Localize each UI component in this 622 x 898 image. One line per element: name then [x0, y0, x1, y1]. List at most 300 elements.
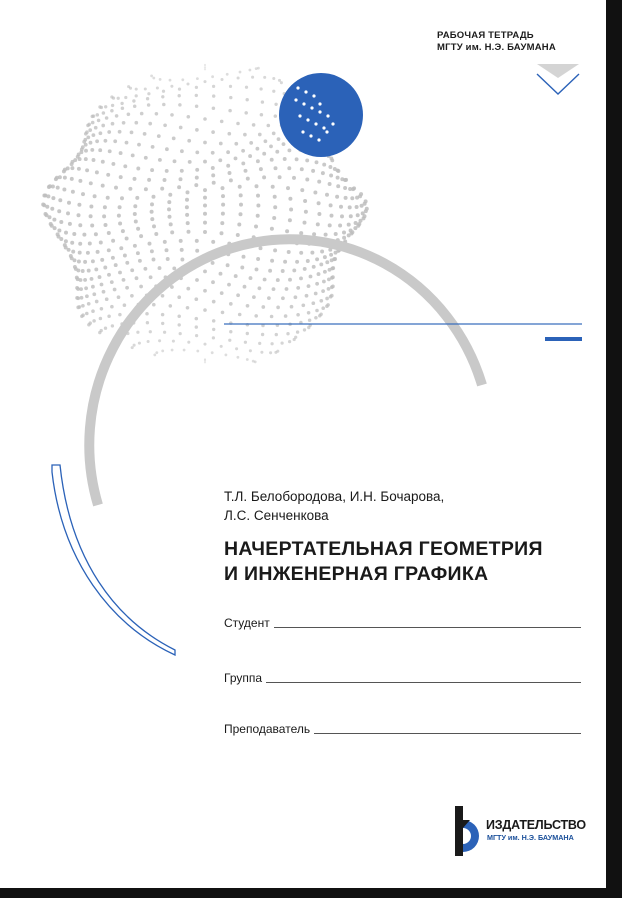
globe-dot — [310, 251, 314, 255]
globe-dot — [307, 284, 311, 288]
student-line[interactable] — [274, 626, 581, 628]
globe-dot — [95, 300, 99, 304]
globe-dot — [203, 269, 207, 273]
globe-dot — [194, 297, 198, 301]
globe-dot — [212, 181, 216, 185]
globe-dot — [229, 85, 232, 88]
globe-dot — [349, 214, 353, 218]
globe-dot — [186, 221, 190, 225]
globe-dot — [237, 223, 241, 227]
globe-dot — [272, 216, 276, 220]
globe-dot — [268, 269, 272, 273]
globe-dot — [234, 274, 238, 278]
globe-dot — [294, 336, 297, 339]
globe-dot — [246, 98, 249, 101]
globe-dot — [66, 211, 70, 215]
globe-dot — [129, 87, 132, 90]
globe-dot — [92, 319, 96, 323]
globe-dot — [167, 200, 171, 204]
globe-dot — [315, 257, 319, 261]
globe-dot — [140, 112, 144, 116]
globe-dot — [111, 104, 114, 107]
globe-dot — [127, 113, 131, 117]
globe-dot — [101, 160, 105, 164]
globe-dot — [133, 244, 137, 248]
globe-dot — [221, 311, 225, 315]
globe-dot — [177, 185, 181, 189]
globe-dot — [281, 269, 285, 273]
globe-dot — [99, 317, 103, 321]
globe-dot — [135, 276, 139, 280]
page-edge-bottom — [0, 888, 622, 898]
globe-dot — [78, 157, 82, 161]
globe-dot — [117, 214, 121, 218]
globe-dot — [100, 106, 103, 109]
globe-dot — [295, 157, 299, 161]
globe-dot — [309, 275, 313, 279]
globe-dot — [315, 282, 319, 286]
teacher-field[interactable] — [224, 720, 581, 736]
title-line-2: И ИНЖЕНЕРНАЯ ГРАФИКА — [224, 563, 489, 585]
globe-dot — [108, 149, 112, 153]
globe-dot — [239, 212, 243, 216]
globe-dot — [336, 176, 340, 180]
globe-dot — [248, 69, 251, 72]
globe-dot — [323, 270, 327, 274]
globe-dot — [276, 350, 279, 353]
globe-dot — [107, 315, 111, 319]
globe-dot — [350, 196, 354, 200]
globe-dot — [133, 105, 137, 109]
globe-dot — [242, 255, 246, 259]
globe-dot — [303, 267, 307, 271]
globe-dot — [355, 205, 359, 209]
circle-dot — [312, 94, 315, 97]
globe-dot — [311, 169, 315, 173]
student-field[interactable] — [224, 614, 581, 630]
globe-dot — [300, 167, 304, 171]
globe-dot — [84, 149, 88, 153]
globe-dot — [118, 130, 122, 134]
authors-line-1: Т.Л. Белобородова, И.Н. Бочарова, — [224, 489, 445, 504]
globe-dot — [238, 313, 242, 317]
globe-dot — [136, 251, 140, 255]
globe-dot — [144, 156, 148, 160]
globe-dot — [336, 184, 340, 188]
globe-dot — [188, 160, 192, 164]
globe-dot — [100, 283, 104, 287]
globe-dot — [103, 205, 107, 209]
globe-dot — [73, 258, 77, 262]
globe-dot — [261, 333, 264, 336]
circle-dot — [294, 98, 297, 101]
globe-dot — [204, 361, 206, 363]
circle-dot — [302, 102, 305, 105]
globe-dot — [315, 160, 319, 164]
globe-dot — [285, 229, 289, 233]
globe-dot — [148, 122, 152, 126]
globe-dot — [273, 248, 277, 252]
globe-dot — [312, 265, 316, 269]
globe-dot — [348, 205, 352, 209]
globe-dot — [117, 295, 121, 299]
globe-dot — [100, 307, 104, 311]
globe-dot — [299, 251, 303, 255]
globe-dot — [212, 328, 215, 331]
globe-dot — [95, 170, 99, 174]
globe-dot — [301, 303, 305, 307]
globe-dot — [303, 199, 307, 203]
globe-dot — [264, 139, 268, 143]
globe-dot — [211, 75, 214, 78]
globe-dot — [254, 314, 258, 318]
globe-dot — [153, 353, 156, 356]
globe-dot — [83, 278, 87, 282]
globe-dot — [273, 205, 277, 209]
globe-dot — [183, 349, 186, 352]
globe-dot — [196, 350, 199, 353]
globe-dot — [240, 266, 244, 270]
globe-dot — [243, 285, 247, 289]
globe-dot — [181, 78, 184, 81]
globe-dot — [120, 102, 123, 105]
globe-dot — [88, 242, 92, 246]
globe-dot — [125, 237, 129, 241]
globe-dot — [136, 227, 140, 231]
globe-dot — [272, 77, 275, 80]
globe-dot — [203, 308, 207, 312]
globe-dot — [220, 345, 223, 348]
globe-dot — [91, 121, 95, 125]
globe-dot — [256, 194, 260, 198]
globe-dot — [102, 290, 106, 294]
globe-dot — [239, 193, 243, 197]
globe-dot — [143, 132, 147, 136]
globe-dot — [296, 286, 300, 290]
globe-dot — [186, 306, 190, 310]
globe-dot — [270, 342, 273, 345]
globe-dot — [66, 166, 70, 170]
globe-dot — [78, 242, 82, 246]
globe-dot — [195, 151, 199, 155]
globe-dot — [158, 266, 162, 270]
globe-dot — [170, 85, 173, 88]
globe-dot — [89, 141, 93, 145]
globe-dot — [139, 285, 143, 289]
globe-dot — [107, 248, 111, 252]
globe-dot — [172, 340, 175, 343]
globe-dot — [78, 179, 82, 183]
globe-dot — [50, 207, 54, 211]
globe-dot — [325, 260, 329, 264]
globe-dot — [162, 90, 165, 93]
globe-dot — [159, 78, 162, 81]
globe-dot — [320, 250, 324, 254]
globe-dot — [170, 113, 174, 117]
globe-dot — [92, 114, 96, 118]
globe-dot — [238, 185, 242, 189]
globe-dot — [99, 131, 103, 135]
globe-dot — [244, 169, 248, 173]
globe-dot — [99, 241, 103, 245]
globe-dot — [165, 147, 169, 151]
globe-dot — [338, 224, 342, 228]
globe-dot — [196, 77, 199, 80]
globe-dot — [254, 225, 258, 229]
globe-dot — [249, 141, 253, 145]
globe-dot — [107, 273, 111, 277]
globe-dot — [203, 196, 207, 200]
globe-dot — [185, 205, 189, 209]
globe-dot — [246, 177, 250, 181]
globe-dot — [111, 162, 115, 166]
globe-dot — [152, 303, 156, 307]
globe-dot — [274, 103, 277, 106]
globe-dot — [220, 221, 224, 225]
globe-dot — [58, 175, 62, 179]
globe-dot — [211, 151, 215, 155]
globe-dot — [156, 86, 159, 89]
globe-dot — [104, 105, 107, 108]
globe-dot — [325, 193, 329, 197]
globe-dot — [168, 215, 172, 219]
globe-dot — [229, 330, 232, 333]
globe-dot — [76, 268, 80, 272]
globe-dot — [57, 209, 61, 213]
globe-dot — [158, 158, 162, 162]
globe-dot — [256, 147, 260, 151]
globe-dot — [195, 249, 199, 253]
globe-dot — [147, 92, 150, 95]
globe-dot — [70, 241, 74, 245]
globe-dot — [339, 205, 343, 209]
globe-dot — [294, 295, 298, 299]
globe-dot — [115, 114, 119, 118]
globe-dot — [185, 213, 189, 217]
circle-dot — [309, 134, 312, 137]
globe-dot — [308, 318, 312, 322]
globe-dot — [152, 258, 156, 262]
globe-dot — [163, 178, 167, 182]
globe-dot — [327, 287, 331, 291]
globe-dot — [236, 122, 240, 126]
globe-dot — [275, 333, 278, 336]
globe-dot — [203, 343, 206, 346]
globe-dot — [255, 184, 259, 188]
globe-dot — [118, 313, 122, 317]
globe-dot — [92, 292, 96, 296]
circle-dot — [306, 118, 309, 121]
series-line-2: МГТУ им. Н.Э. БАУМАНА — [437, 42, 556, 53]
globe-dot — [52, 218, 56, 222]
globe-dot — [344, 196, 348, 200]
globe-dot — [203, 289, 207, 293]
globe-dot — [195, 239, 199, 243]
globe-dot — [270, 315, 274, 319]
globe-dot — [91, 309, 95, 313]
globe-dot — [352, 186, 356, 190]
globe-dot — [138, 259, 142, 263]
globe-dot — [325, 297, 329, 301]
globe-dot — [113, 139, 117, 143]
globe-dot — [161, 95, 164, 98]
globe-dot — [248, 154, 252, 158]
globe-dot — [246, 304, 250, 308]
globe-dot — [135, 88, 138, 91]
globe-dot — [78, 251, 82, 255]
globe-dot — [221, 203, 225, 207]
globe-dot — [365, 207, 369, 211]
globe-dot — [70, 177, 74, 181]
globe-dot — [203, 188, 207, 192]
globe-dot — [235, 347, 238, 350]
globe-dot — [195, 334, 198, 337]
globe-dot — [92, 133, 96, 137]
globe-dot — [203, 221, 207, 225]
globe-dot — [100, 329, 103, 332]
globe-dot — [152, 224, 156, 228]
globe-dot — [328, 223, 332, 227]
globe-dot — [133, 177, 137, 181]
globe-dot — [328, 165, 332, 169]
globe-dot — [256, 214, 260, 218]
globe-dot — [62, 188, 66, 192]
globe-dot — [85, 294, 89, 298]
globe-dot — [211, 130, 215, 134]
globe-dot — [317, 201, 321, 205]
globe-dot — [272, 90, 275, 93]
globe-dot — [73, 158, 77, 162]
globe-dot — [135, 94, 138, 97]
globe-dot — [89, 214, 93, 218]
globe-dot — [342, 231, 346, 235]
globe-dot — [269, 351, 272, 354]
globe-dot — [139, 234, 143, 238]
globe-dot — [300, 188, 304, 192]
globe-dot — [323, 255, 327, 259]
globe-dot — [180, 248, 184, 252]
teacher-line[interactable] — [314, 732, 581, 734]
globe-dot — [187, 230, 191, 234]
circle-dot — [310, 106, 313, 109]
globe-dot — [136, 331, 139, 334]
globe-dot — [150, 202, 154, 206]
globe-dot — [68, 222, 72, 226]
student-label: Студент — [224, 616, 270, 630]
group-field[interactable] — [224, 669, 581, 685]
globe-dot — [117, 97, 120, 100]
globe-dot — [133, 212, 137, 216]
globe-dot — [340, 214, 344, 218]
globe-dot — [145, 312, 149, 316]
globe-dot — [326, 303, 330, 307]
globe-dot — [172, 137, 176, 141]
globe-dot — [343, 186, 347, 190]
globe-dot — [79, 278, 83, 282]
page-edge-right — [606, 0, 622, 898]
globe-dot — [100, 258, 104, 262]
globe-dot — [234, 156, 238, 160]
globe-dot — [187, 115, 191, 119]
globe-dot — [98, 275, 102, 279]
globe-dot — [218, 158, 222, 162]
globe-dot — [287, 148, 291, 152]
globe-dot — [146, 97, 149, 100]
globe-dot — [211, 280, 215, 284]
globe-dot — [282, 142, 286, 146]
globe-dot — [288, 278, 292, 282]
globe-dot — [249, 349, 252, 352]
globe-dot — [171, 349, 174, 352]
globe-dot — [83, 260, 87, 264]
globe-dot — [212, 106, 216, 110]
globe-dot — [64, 239, 68, 243]
globe-dot — [211, 166, 215, 170]
circle-dot — [314, 122, 317, 125]
globe-dot — [219, 272, 223, 276]
globe-dot — [169, 79, 172, 82]
globe-dot — [274, 166, 278, 170]
publisher-sub: МГТУ им. Н.Э. БАУМАНА — [487, 833, 574, 842]
globe-dot — [136, 167, 140, 171]
globe-dot — [226, 263, 230, 267]
globe-dot — [119, 151, 123, 155]
globe-dot — [179, 239, 183, 243]
globe-dot — [122, 121, 126, 125]
globe-dot — [256, 204, 260, 208]
globe-dot — [288, 218, 292, 222]
globe-dot — [107, 130, 111, 134]
globe-dot — [169, 304, 173, 308]
globe-dot — [303, 328, 306, 331]
blue-circle — [279, 73, 363, 157]
globe-dot — [165, 248, 169, 252]
globe-dot — [228, 171, 232, 175]
globe-dot — [286, 186, 290, 190]
globe-dot — [123, 254, 127, 258]
globe-dot — [155, 351, 158, 354]
globe-dot — [150, 168, 154, 172]
globe-dot — [321, 289, 325, 293]
publisher-press: BAUMAN PRESS — [457, 806, 464, 848]
globe-dot — [329, 253, 333, 257]
globe-dot — [87, 302, 91, 306]
globe-dot — [71, 190, 75, 194]
circle-dot — [301, 130, 304, 133]
globe-dot — [151, 145, 155, 149]
globe-dot — [152, 195, 156, 199]
globe-dot — [212, 85, 215, 88]
globe-dot — [229, 178, 233, 182]
globe-dot — [161, 349, 164, 352]
globe-dot — [212, 94, 215, 97]
globe-dot — [305, 158, 309, 162]
globe-dot — [224, 353, 227, 356]
globe-dot — [363, 214, 367, 218]
globe-dot — [94, 232, 98, 236]
circle-dot — [318, 110, 321, 113]
globe-dot — [283, 260, 287, 264]
globe-dot — [123, 303, 127, 307]
globe-dot — [212, 319, 216, 323]
globe-dot — [258, 133, 262, 137]
group-line[interactable] — [266, 681, 581, 683]
globe-dot — [288, 197, 292, 201]
globe-dot — [133, 204, 137, 208]
globe-dot — [261, 100, 264, 103]
blue-rule-tab — [545, 337, 582, 341]
globe-dot — [221, 212, 225, 216]
